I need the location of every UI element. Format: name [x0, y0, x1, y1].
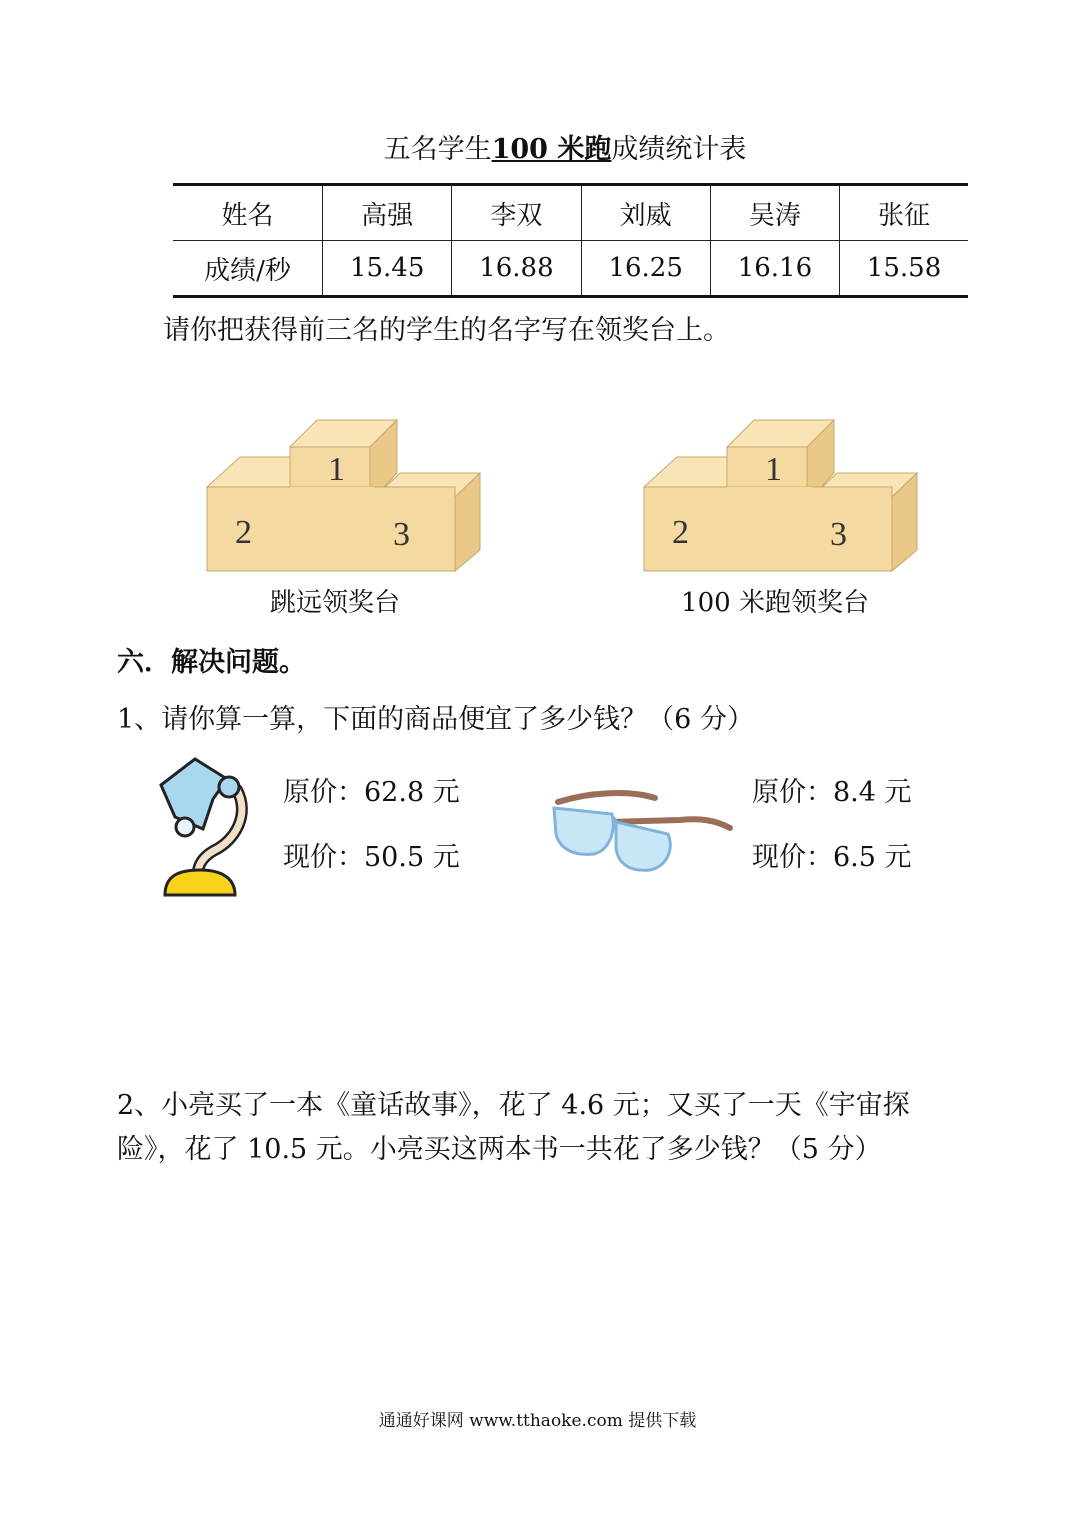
table-title-prefix: 五名学生 — [383, 134, 492, 165]
name-cell: 李双 — [452, 185, 581, 241]
score-cell: 16.25 — [581, 241, 710, 297]
podium-place-3: 3 — [830, 516, 847, 553]
footer-text: 通通好课网 www.tthaoke.com 提供下载 — [378, 1411, 697, 1431]
name-cell: 高强 — [323, 185, 452, 241]
question-2-line-1: 2、小亮买了一本《童话故事》，花了 4.6 元；又买了一天《宇宙探 — [117, 1090, 910, 1121]
lamp-current-price: 现价：50.5 元 — [283, 842, 460, 873]
table-title — [0, 130, 1075, 170]
podium-label-100m: 100 米跑领奖台 — [681, 588, 869, 618]
podium-place-1: 1 — [328, 451, 345, 488]
podium-place-2: 2 — [235, 514, 252, 551]
name-cell: 张征 — [840, 185, 968, 241]
table-title-suffix: 成绩统计表 — [611, 134, 747, 165]
score-cell: 15.45 — [323, 241, 452, 297]
glasses-current-price: 现价：6.5 元 — [752, 842, 912, 873]
desk-lamp-icon — [155, 755, 255, 900]
name-cell: 吴涛 — [710, 185, 839, 241]
glasses-original-price: 原价：8.4 元 — [752, 777, 912, 808]
table-score-row — [173, 241, 968, 297]
podium-place-1: 1 — [765, 451, 782, 488]
table-title-highlight: 100 米跑 — [491, 134, 612, 165]
scores-table — [173, 183, 968, 298]
header-label-cell: 姓名 — [173, 185, 323, 241]
glasses-icon — [550, 790, 740, 875]
podium-label-long-jump: 跳远领奖台 — [269, 588, 400, 618]
table-header-row — [173, 185, 968, 241]
row-label-cell: 成绩/秒 — [173, 241, 323, 297]
score-cell: 16.16 — [710, 241, 839, 297]
question-1-text: 1、请你算一算，下面的商品便宜了多少钱？（6 分） — [117, 704, 754, 735]
podium-100m — [632, 405, 932, 585]
podium-long-jump — [195, 405, 495, 585]
question-2-line-2: 险》，花了 10.5 元。小亮买这两本书一共花了多少钱？（5 分） — [117, 1134, 882, 1165]
podium-place-3: 3 — [393, 516, 410, 553]
score-cell: 16.88 — [452, 241, 581, 297]
score-cell: 15.58 — [840, 241, 968, 297]
instruction-text: 请你把获得前三名的学生的名字写在领奖台上。 — [163, 315, 730, 346]
lamp-original-price: 原价：62.8 元 — [283, 777, 460, 808]
section-title: 六．解决问题。 — [117, 647, 306, 678]
name-cell: 刘威 — [581, 185, 710, 241]
podium-place-2: 2 — [672, 514, 689, 551]
